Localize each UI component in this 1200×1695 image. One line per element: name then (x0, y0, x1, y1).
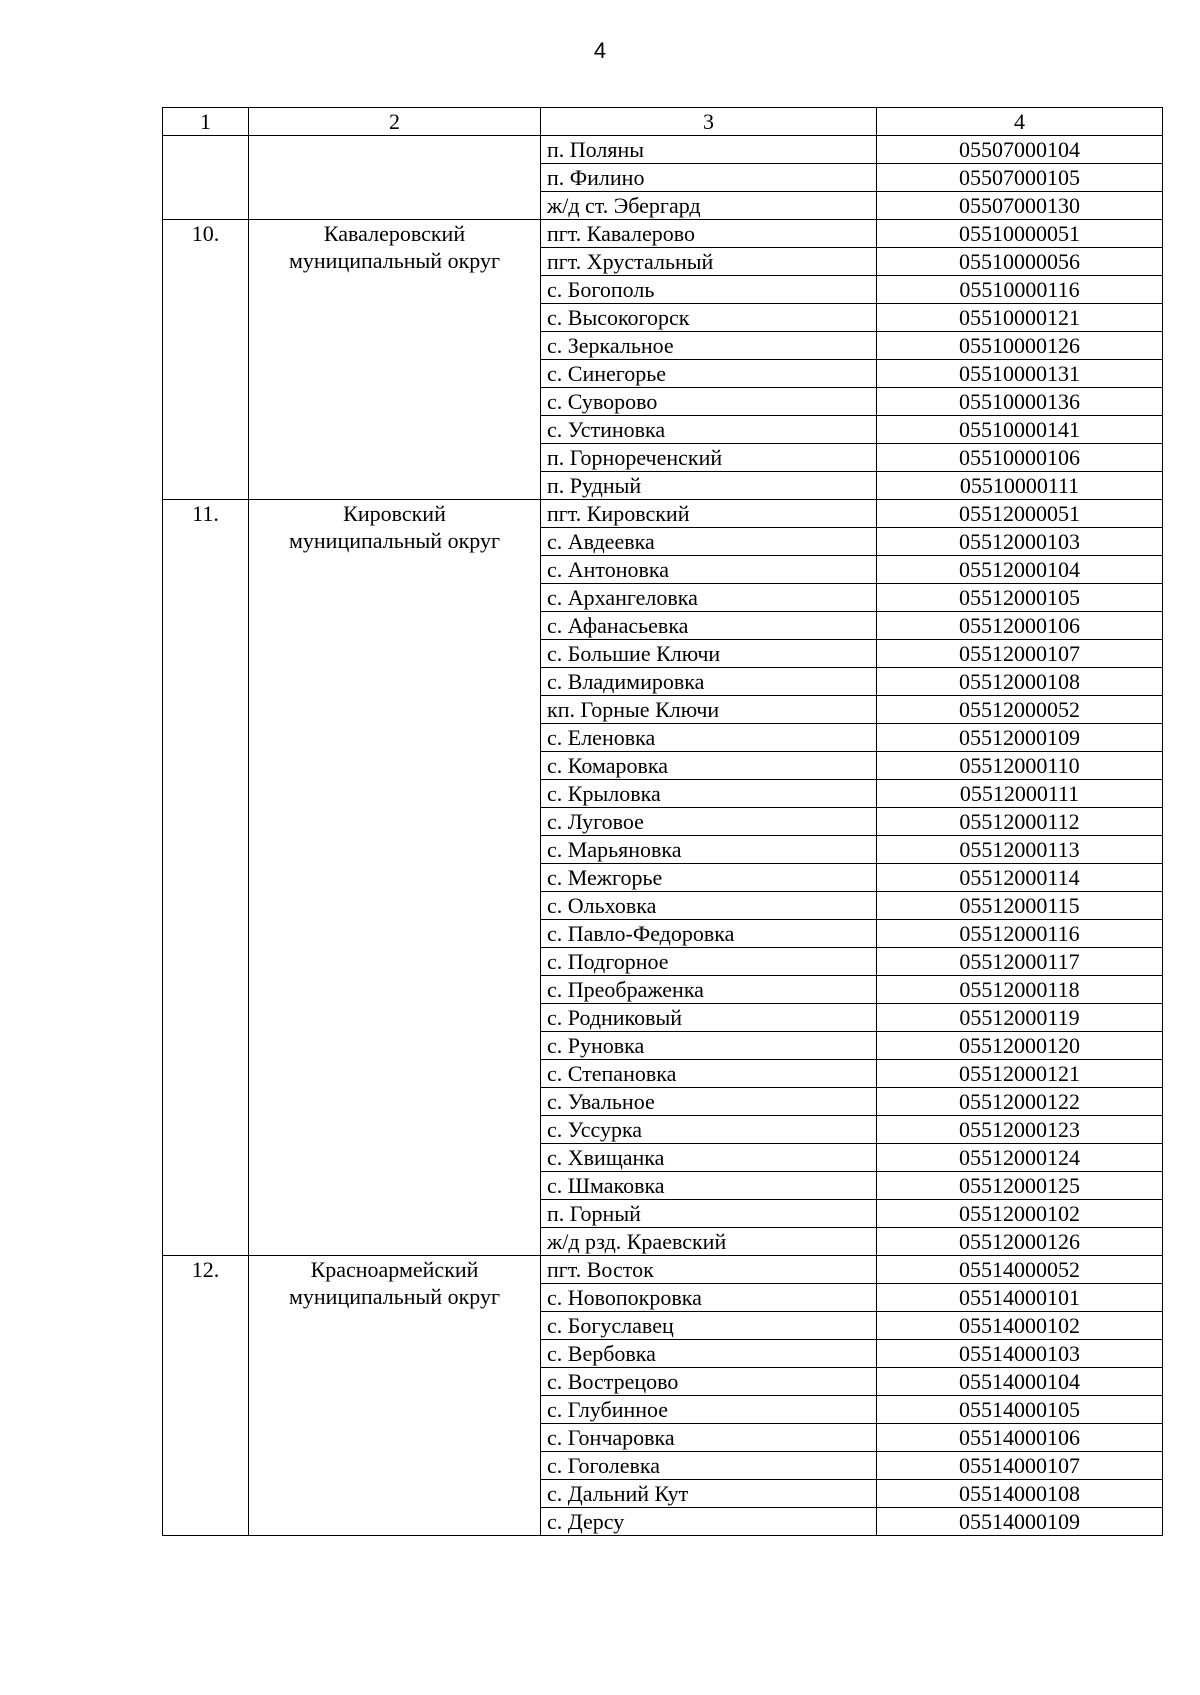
oktmo-code: 05514000109 (877, 1508, 1163, 1536)
column-header-4: 4 (877, 108, 1163, 136)
settlement-name: с. Дальний Кут (541, 1480, 877, 1508)
settlement-name: с. Антоновка (541, 556, 877, 584)
municipality-name (249, 220, 541, 500)
oktmo-code: 05510000106 (877, 444, 1163, 472)
settlement-name: с. Высокогорск (541, 304, 877, 332)
settlement-name: п. Горнореченский (541, 444, 877, 472)
oktmo-code: 05512000105 (877, 584, 1163, 612)
oktmo-code: 05512000104 (877, 556, 1163, 584)
municipality-name-line: муниципальный округ (288, 1284, 500, 1309)
page-number: 4 (593, 38, 607, 63)
settlement-name: с. Вербовка (541, 1340, 877, 1368)
settlement-name: с. Руновка (541, 1032, 877, 1060)
oktmo-code: 05512000112 (877, 808, 1163, 836)
settlement-name: кп. Горные Ключи (541, 696, 877, 724)
settlement-name: с. Гоголевка (541, 1452, 877, 1480)
group-number: 12. (163, 1256, 249, 1536)
oktmo-code: 05514000107 (877, 1452, 1163, 1480)
oktmo-code: 05512000052 (877, 696, 1163, 724)
column-header-2: 2 (249, 108, 541, 136)
oktmo-code: 05512000122 (877, 1088, 1163, 1116)
oktmo-code: 05512000117 (877, 948, 1163, 976)
settlement-name: с. Вострецово (541, 1368, 877, 1396)
settlement-name: пгт. Восток (541, 1256, 877, 1284)
settlement-name: с. Павло-Федоровка (541, 920, 877, 948)
oktmo-code: 05507000105 (877, 164, 1163, 192)
settlement-name: с. Устиновка (541, 416, 877, 444)
column-header-3: 3 (541, 108, 877, 136)
settlement-name: с. Ольховка (541, 892, 877, 920)
oktmo-code: 05512000109 (877, 724, 1163, 752)
oktmo-code: 05514000103 (877, 1340, 1163, 1368)
settlement-name: с. Родниковый (541, 1004, 877, 1032)
oktmo-code: 05510000051 (877, 220, 1163, 248)
table-row (163, 136, 1163, 164)
oktmo-code: 05512000108 (877, 668, 1163, 696)
settlement-name: с. Увальное (541, 1088, 877, 1116)
oktmo-code: 05512000113 (877, 836, 1163, 864)
oktmo-code: 05512000103 (877, 528, 1163, 556)
table-row (163, 1256, 1163, 1284)
oktmo-code: 05510000141 (877, 416, 1163, 444)
municipality-name-line: Кавалеровский (323, 221, 466, 246)
oktmo-code: 05514000105 (877, 1396, 1163, 1424)
settlement-name: с. Шмаковка (541, 1172, 877, 1200)
settlement-name: с. Луговое (541, 808, 877, 836)
settlement-name: с. Богополь (541, 276, 877, 304)
settlements-table (162, 107, 1163, 1536)
oktmo-code: 05510000121 (877, 304, 1163, 332)
oktmo-code: 05512000120 (877, 1032, 1163, 1060)
table-header-row (163, 108, 1163, 136)
oktmo-code: 05512000124 (877, 1144, 1163, 1172)
oktmo-code: 05514000106 (877, 1424, 1163, 1452)
oktmo-code: 05510000056 (877, 248, 1163, 276)
oktmo-code: 05514000102 (877, 1312, 1163, 1340)
settlement-name: пгт. Кировский (541, 500, 877, 528)
column-header-1: 1 (163, 108, 249, 136)
table-body (163, 136, 1163, 1536)
settlement-name: с. Владимировка (541, 668, 877, 696)
settlement-name: п. Горный (541, 1200, 877, 1228)
municipality-name-line: муниципальный округ (288, 248, 500, 273)
settlement-name: пгт. Хрустальный (541, 248, 877, 276)
oktmo-code: 05510000136 (877, 388, 1163, 416)
settlement-name: с. Крыловка (541, 780, 877, 808)
oktmo-code: 05510000131 (877, 360, 1163, 388)
oktmo-code: 05510000126 (877, 332, 1163, 360)
settlement-name: с. Марьяновка (541, 836, 877, 864)
settlement-name: с. Архангеловка (541, 584, 877, 612)
settlement-name: с. Зеркальное (541, 332, 877, 360)
oktmo-code: 05510000116 (877, 276, 1163, 304)
oktmo-code: 05512000116 (877, 920, 1163, 948)
settlement-name: с. Дерсу (541, 1508, 877, 1536)
settlement-name: с. Новопокровка (541, 1284, 877, 1312)
oktmo-code: 05512000107 (877, 640, 1163, 668)
oktmo-code: 05512000123 (877, 1116, 1163, 1144)
oktmo-code: 05512000051 (877, 500, 1163, 528)
oktmo-code: 05512000114 (877, 864, 1163, 892)
oktmo-code: 05512000106 (877, 612, 1163, 640)
municipality-name-line: муниципальный округ (288, 528, 500, 553)
municipality-name (249, 500, 541, 1256)
table-row (163, 220, 1163, 248)
settlement-name: с. Хвищанка (541, 1144, 877, 1172)
settlement-name: п. Рудный (541, 472, 877, 500)
oktmo-code: 05512000115 (877, 892, 1163, 920)
group-number: 10. (163, 220, 249, 500)
oktmo-code: 05507000130 (877, 192, 1163, 220)
municipality-name-line: Кировский (343, 501, 446, 526)
settlement-name: с. Большие Ключи (541, 640, 877, 668)
municipality-name (249, 136, 541, 220)
settlement-name: с. Афанасьевка (541, 612, 877, 640)
settlement-name: п. Поляны (541, 136, 877, 164)
oktmo-code: 05512000110 (877, 752, 1163, 780)
settlement-name: с. Межгорье (541, 864, 877, 892)
settlement-name: с. Гончаровка (541, 1424, 877, 1452)
settlement-name: с. Уссурка (541, 1116, 877, 1144)
settlement-name: пгт. Кавалерово (541, 220, 877, 248)
settlement-name: ж/д рзд. Краевский (541, 1228, 877, 1256)
oktmo-code: 05512000118 (877, 976, 1163, 1004)
settlement-name: с. Комаровка (541, 752, 877, 780)
oktmo-code: 05512000111 (877, 780, 1163, 808)
oktmo-code: 05512000119 (877, 1004, 1163, 1032)
oktmo-code: 05512000125 (877, 1172, 1163, 1200)
oktmo-code: 05512000121 (877, 1060, 1163, 1088)
group-number: 11. (163, 500, 249, 1256)
settlement-name: с. Авдеевка (541, 528, 877, 556)
settlement-name: с. Подгорное (541, 948, 877, 976)
settlement-name: ж/д ст. Эбергард (541, 192, 877, 220)
oktmo-code: 05510000111 (877, 472, 1163, 500)
oktmo-code: 05514000052 (877, 1256, 1163, 1284)
oktmo-code: 05512000126 (877, 1228, 1163, 1256)
group-number (163, 136, 249, 220)
settlement-name: с. Преображенка (541, 976, 877, 1004)
settlement-name: с. Богуславец (541, 1312, 877, 1340)
oktmo-code: 05514000108 (877, 1480, 1163, 1508)
oktmo-code: 05514000104 (877, 1368, 1163, 1396)
settlement-name: с. Степановка (541, 1060, 877, 1088)
municipality-name (249, 1256, 541, 1536)
settlement-name: с. Суворово (541, 388, 877, 416)
oktmo-code: 05512000102 (877, 1200, 1163, 1228)
oktmo-code: 05514000101 (877, 1284, 1163, 1312)
municipality-name-line: Красноармейский (310, 1257, 479, 1282)
settlement-name: с. Синегорье (541, 360, 877, 388)
oktmo-code: 05507000104 (877, 136, 1163, 164)
settlement-name: с. Глубинное (541, 1396, 877, 1424)
settlement-name: п. Филино (541, 164, 877, 192)
settlement-name: с. Еленовка (541, 724, 877, 752)
table-row (163, 500, 1163, 528)
